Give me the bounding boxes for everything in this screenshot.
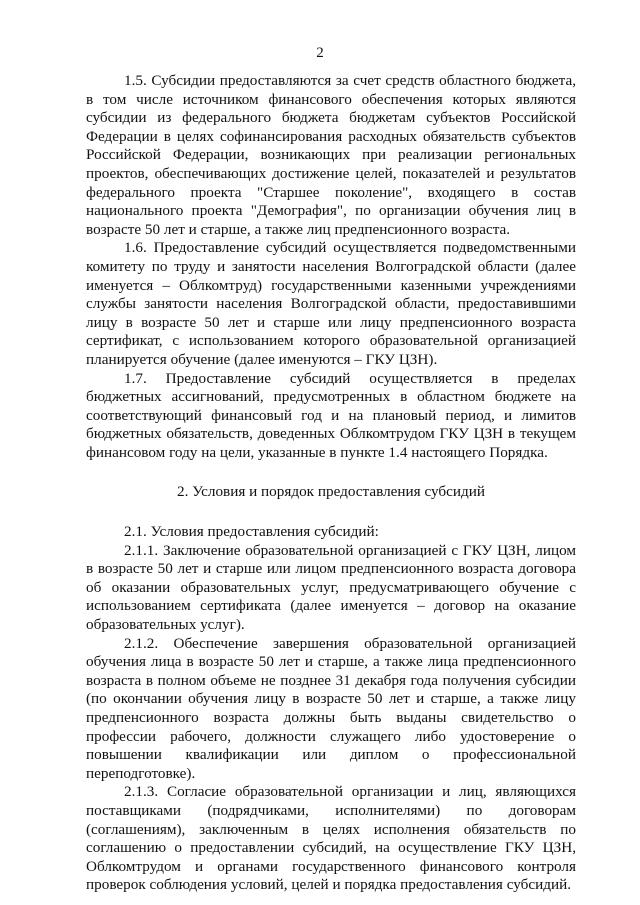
paragraph-1-5: 1.5. Субсидии предоставляются за счет средств областного бюджета, в том числе источником финансового обеспечения которых являются субсидии из федерального бюджета бюджетам субъектов Российской Федерации в целях софинансирования расходных обязательств субъектов Российской Федерации, возникающих при реализации региональных проектов, обеспечивающих достижение целей, показателей и результатов федерального проекта "Старшее поколение", входящего в состав национального проекта "Демография", по организации обучения лиц в возрасте 50 лет и старше, а также лиц предпенсионного возраста. [86, 72, 576, 238]
paragraph-1-7: 1.7. Предоставление субсидий осуществляется в пределах бюджетных ассигнований, предусмотренных в областном бюджете на соответствующий финансовый год и на плановый период, и лимитов бюджетных обязательств, доведенных Облкомтрудом ГКУ ЦЗН в текущем финансовом году на цели, указанные в пункте 1.4 настоящего Порядка. [86, 369, 576, 461]
page-number: 2 [316, 45, 324, 61]
section-heading: 2. Условия и порядок предоставления субсидий [177, 483, 485, 501]
paragraph-2-1-2: 2.1.2. Обеспечение завершения образовательной организацией обучения лица в возрасте 50 лет и старше, а также лица предпенсионного возраста в полном объеме не позднее 31 декабря года получения субсидии (по окончании обучения лицу в возрасте 50 лет и старше, а также лицу предпенсионного возраста должны быть выданы свидетельство о профессии рабочего, должности служащего либо удостоверение о повышении квалификации или диплом о профессиональной переподготовке). [86, 634, 576, 782]
document-body [86, 72, 576, 895]
paragraph-1-6: 1.6. Предоставление субсидий осуществляется подведомственными комитету по труду и занятости населения Волгоградской области (далее именуется – Облкомтруд) государственными казенными учреждениями службы занятости населения Волгоградской области, предоставившими лицу в возрасте 50 лет и старше или лицу предпенсионного возраста сертификат, с использованием которого образовательной организацией планируется обучение (далее именуются – ГКУ ЦЗН). [86, 239, 576, 368]
paragraph-2-1-1: 2.1.1. Заключение образовательной организацией с ГКУ ЦЗН, лицом в возрасте 50 лет и старше или лицом предпенсионного возраста договора об оказании образовательных услуг, предусматривающего обучение с использованием сертификата (далее именуется – договор на оказание образовательных услуг). [86, 541, 576, 634]
paragraph-2-1-3: 2.1.3. Согласие образовательной организации и лиц, являющихся поставщиками (подрядчиками, исполнителями) по договорам (соглашениям), заключенным в целях исполнения обязательств по соглашению о предоставлении субсидий, на осуществление ГКУ ЦЗН, Облкомтрудом и органами государственного финансового контроля проверок соблюдения условий, целей и порядка предоставления субсидий. [86, 783, 576, 894]
paragraph-2-1: 2.1. Условия предоставления субсидий: [124, 523, 379, 541]
